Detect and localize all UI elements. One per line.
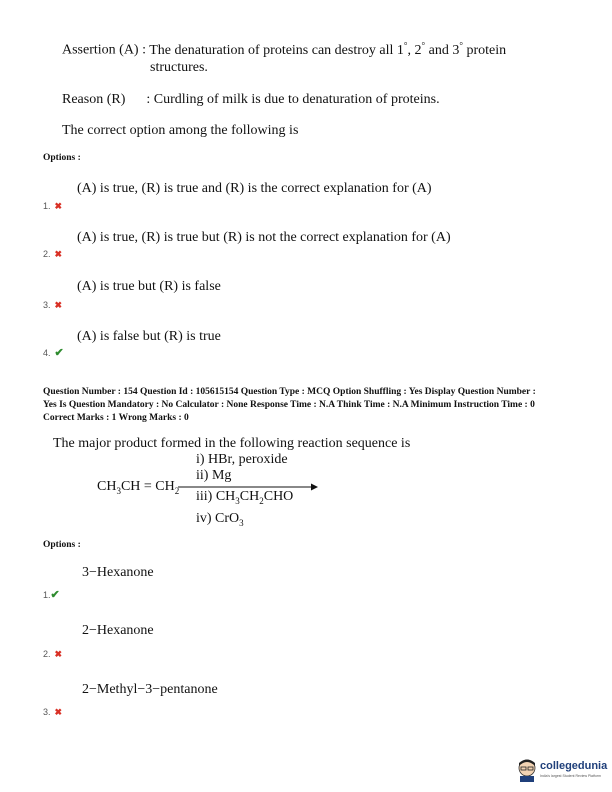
option-text: (A) is true, (R) is true but (R) is not the correct explanation for (A)	[77, 230, 451, 245]
option-number: 4. ✔	[43, 347, 64, 359]
assertion-text: The denaturation of proteins can destroy all 1°, 2° and 3° protein	[149, 40, 507, 58]
assertion-label: Assertion (A) :	[62, 42, 146, 58]
option-text: 3−Hexanone	[82, 565, 154, 580]
wrong-icon: ✖	[54, 300, 63, 310]
options-label: Options :	[43, 540, 81, 550]
reaction-step-1: i) HBr, peroxide	[196, 452, 288, 467]
option-number: 3. ✖	[43, 300, 63, 310]
question-prompt: The major product formed in the following reaction sequence is	[53, 436, 411, 451]
logo-tagline: India's largest Student Review Platform	[540, 774, 601, 778]
option-text: 2−Methyl−3−pentanone	[82, 682, 218, 697]
option-text: 2−Hexanone	[82, 623, 154, 638]
reason-text: : Curdling of milk is due to denaturation of proteins.	[146, 92, 440, 107]
mascot-icon	[516, 758, 538, 782]
reaction-step-2: ii) Mg	[196, 468, 232, 483]
assertion-continuation: structures.	[150, 60, 208, 75]
option-text: (A) is false but (R) is true	[77, 329, 221, 344]
option-number: 2. ✖	[43, 649, 63, 659]
option-number: 2. ✖	[43, 249, 63, 259]
reaction-step-3: iii) $CH_3CH_2CHO$	[196, 489, 294, 506]
question-meta: Question Number : 154 Question Id : 105615154 Question Type : MCQ Option Shuffling : Yes Display Question Number : Yes Is Question Mandatory : No Calculator : None Response Time : N.A Think Time : N.A Minimum Instruction Time : 0 Correct Marks : 1 Wrong Marks : 0	[43, 387, 536, 423]
wrong-icon: ✖	[54, 201, 63, 211]
options-label: Options :	[43, 153, 81, 163]
reactant: $CH_3CH = CH_2$	[97, 479, 180, 496]
option-number: 1.✔	[43, 589, 60, 601]
reaction-step-4: iv) CrO$_3$	[196, 511, 244, 528]
wrong-icon: ✖	[54, 649, 63, 659]
wrong-icon: ✖	[54, 707, 63, 717]
correct-icon: ✔	[54, 347, 64, 359]
wrong-icon: ✖	[54, 249, 63, 259]
reason-label: Reason (R)	[62, 92, 126, 107]
option-text: (A) is true, (R) is true and (R) is the correct explanation for (A)	[77, 181, 432, 196]
collegedunia-logo	[516, 758, 606, 784]
option-number: 3. ✖	[43, 707, 63, 717]
question-prompt: The correct option among the following is	[62, 123, 299, 138]
assertion-line	[62, 40, 506, 59]
option-text: (A) is true but (R) is false	[77, 279, 221, 294]
option-number: 1. ✖	[43, 201, 63, 211]
correct-icon: ✔	[50, 589, 60, 601]
logo-name: collegedunia	[540, 760, 608, 772]
reason-line	[62, 92, 440, 108]
